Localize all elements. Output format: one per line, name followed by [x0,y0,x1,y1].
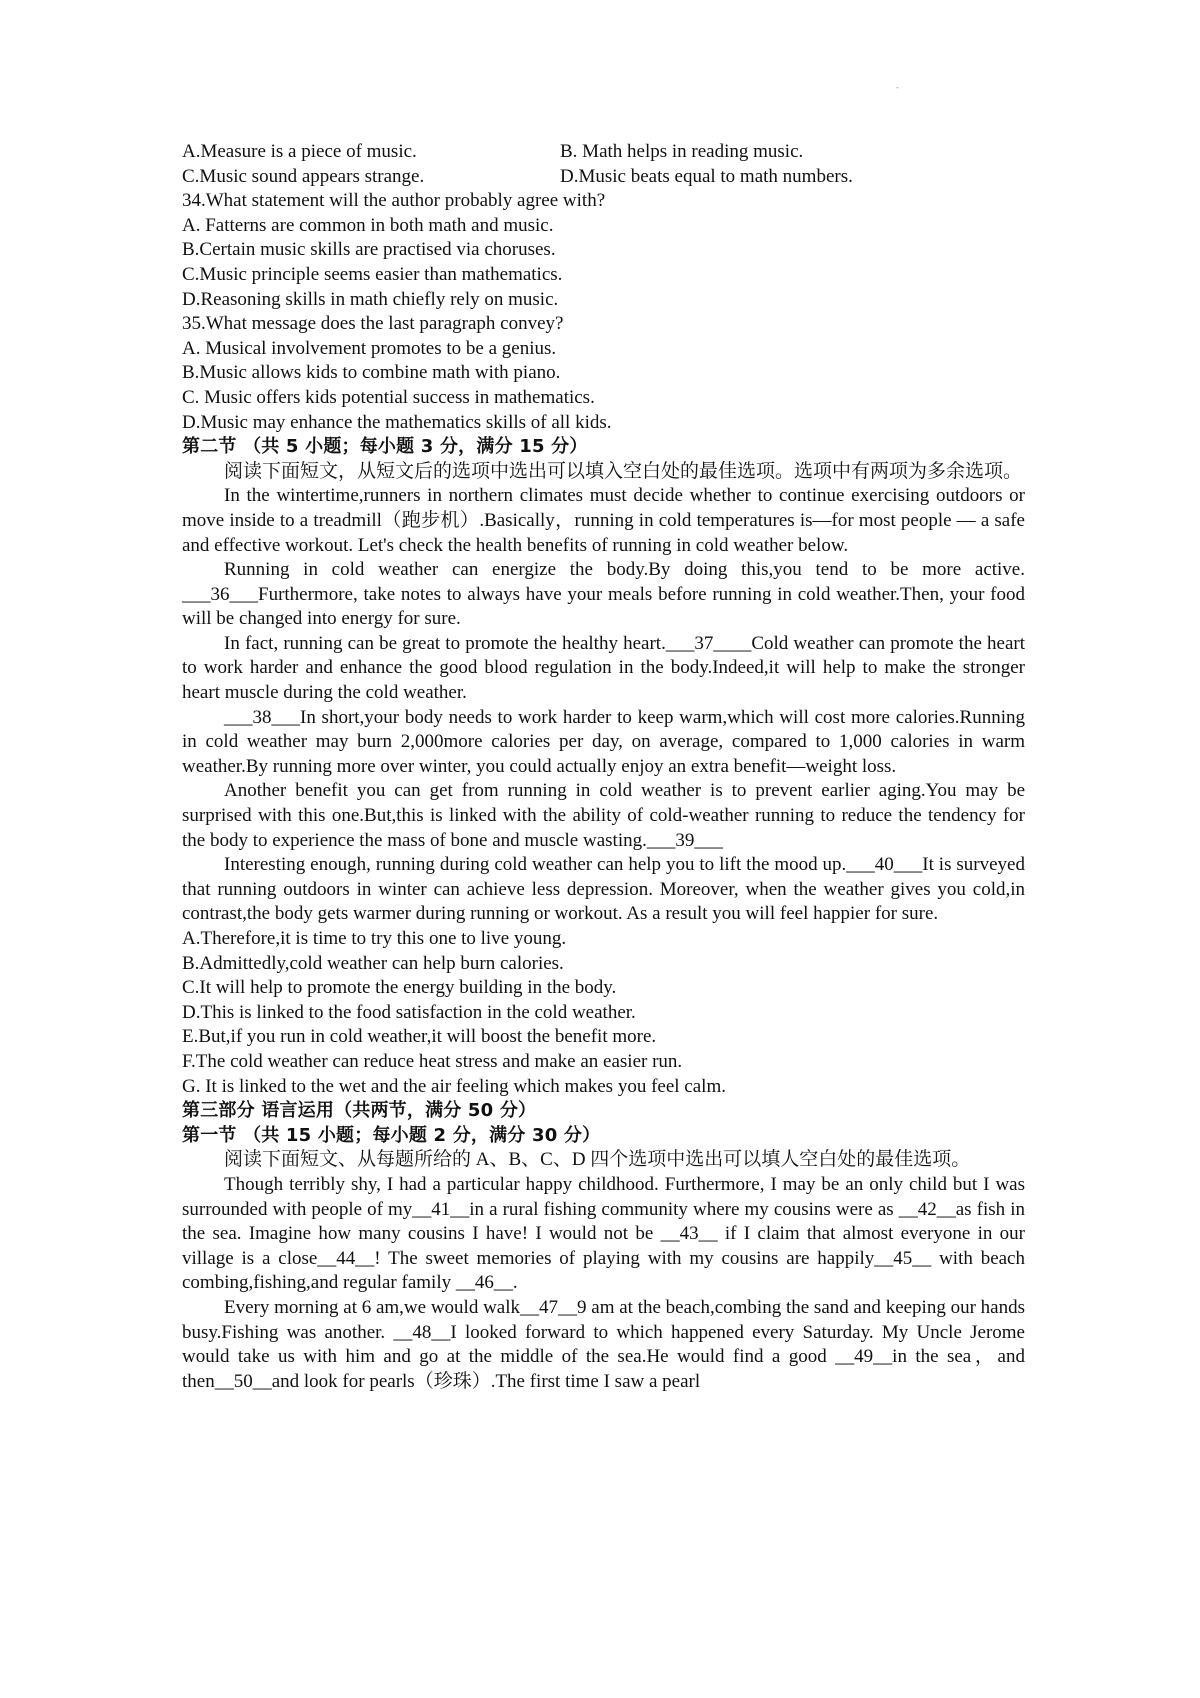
q35-option-c[interactable]: C. Music offers kids potential success in mathematics. [182,386,595,408]
part3-paragraph-1: Though terribly shy, I had a particular happy childhood. Furthermore, I may be an only child but I was surrounded with people of my__41__in a rural fishing community where my cousins were as __42__as fish in the sea. Imagine how many cousins I have! I would not be __43__ if I claim that almost everyone in our village is a close__44__! The sweet memories of playing with my cousins are happily__45__ with beach combing,fishing,and regular family __46__. [182,1173,1025,1294]
exam-page [182,140,1025,1394]
q33-option-b[interactable]: B. Math helps in reading music. [560,141,804,162]
q33-option-a[interactable]: A.Measure is a piece of music. [182,141,417,162]
section2-option-b[interactable]: B.Admittedly,cold weather can help burn calories. [182,952,564,974]
section2-paragraph-1: In the wintertime,runners in northern climates must decide whether to continue exercising outdoors or move inside to a treadmill（跑步机）.Basically，running in cold temperatures is—for most people — a safe and effective workout. Let's check the health benefits of running in cold weather below. [182,485,1025,556]
q34-stem: 34.What statement will the author probably agree with? [182,190,606,212]
q33-options-row-1 [182,140,1025,165]
section2-option-c[interactable]: C.It will help to promote the energy building in the body. [182,977,617,999]
part3-instruction: 阅读下面短文、从每题所给的 A、B、C、D 四个选项中选出可以填人空白处的最佳选项。 [224,1149,971,1171]
q33-option-c[interactable]: C.Music sound appears strange. [182,165,425,187]
part3-heading: 第三部分 语言运用（共两节，满分 50 分） [182,1100,537,1122]
section2-paragraph-6: Interesting enough, running during cold weather can help you to lift the mood up.___40___It is surveyed that running outdoors in winter can achieve less depression. Moreover, when the weather gives you cold,in contrast,the body gets warmer during running or workout. As a result you will feel happier for sure. [182,854,1025,925]
section2-option-a[interactable]: A.Therefore,it is time to try this one to live young. [182,928,567,949]
part3-section1-heading: 第一节 （共 15 小题；每小题 2 分，满分 30 分） [182,1124,601,1146]
q35-stem: 35.What message does the last paragraph convey? [182,313,564,335]
section2-paragraph-4: ___38___In short,your body needs to work harder to keep warm,which will cost more calories.Running in cold weather may burn 2,000more calories per day, on average, compared to 1,000 calories in warm weather.By running more over winter, you could actually enjoy an extra benefit—weight loss. [182,706,1025,777]
q34-option-c[interactable]: C.Music principle seems easier than mathematics. [182,263,563,285]
section2-paragraph-3: In fact, running can be great to promote the healthy heart.___37____Cold weather can promote the heart to work harder and enhance the good blood regulation in the body.Indeed,it will help to make the stronger heart muscle during the cold weather. [182,632,1025,704]
section2-heading: 第二节 （共 5 小题；每小题 3 分，满分 15 分） [182,436,588,458]
section2-paragraph-5: Another benefit you can get from running in cold weather is to prevent earlier aging.You may be surprised with this one.But,this is linked with the ability of cold-weather running to reduce the tendency for the body to experience the mass of bone and muscle wasting.___39___ [182,780,1025,851]
section2-paragraph-2: Running in cold weather can energize the body.By doing this,you tend to be more active. ___36___Furthermore, take notes to always have your meals before running in cold weather.Then, your food will be changed into energy for sure. [182,559,1025,630]
q35-option-a[interactable]: A. Musical involvement promotes to be a genius. [182,337,557,359]
q35-option-b[interactable]: B.Music allows kids to combine math with piano. [182,362,561,384]
section2-option-f[interactable]: F.The cold weather can reduce heat stress and make an easier run. [182,1050,683,1072]
section2-option-d[interactable]: D.This is linked to the food satisfaction in the cold weather. [182,1001,636,1023]
q34-option-a[interactable]: A. Fatterns are common in both math and music. [182,214,554,236]
corner-mark: - [896,82,899,92]
part3-paragraph-2: Every morning at 6 am,we would walk__47__9 am at the beach,combing the sand and keeping our hands busy.Fishing was another. __48__I looked forward to which happened every Saturday. My Uncle Jerome would take us with him and go at the middle of the sea.He would find a good __49__in the sea，and then__50__and look for pearls（珍珠）.The first time I saw a pearl [182,1296,1025,1392]
q34-option-b[interactable]: B.Certain music skills are practised via choruses. [182,239,556,261]
section2-option-g[interactable]: G. It is linked to the wet and the air feeling which makes you feel calm. [182,1075,726,1097]
section2-instruction: 阅读下面短文，从短文后的选项中选出可以填入空白处的最佳选项。选项中有两项为多余选项。 [224,460,1023,482]
q35-option-d[interactable]: D.Music may enhance the mathematics skills of all kids. [182,411,612,433]
q34-option-d[interactable]: D.Reasoning skills in math chiefly rely on music. [182,288,559,310]
section2-option-e[interactable]: E.But,if you run in cold weather,it will boost the benefit more. [182,1026,657,1048]
q33-option-d[interactable]: D.Music beats equal to math numbers. [560,165,853,187]
q33-options-row-2 [182,165,1025,190]
